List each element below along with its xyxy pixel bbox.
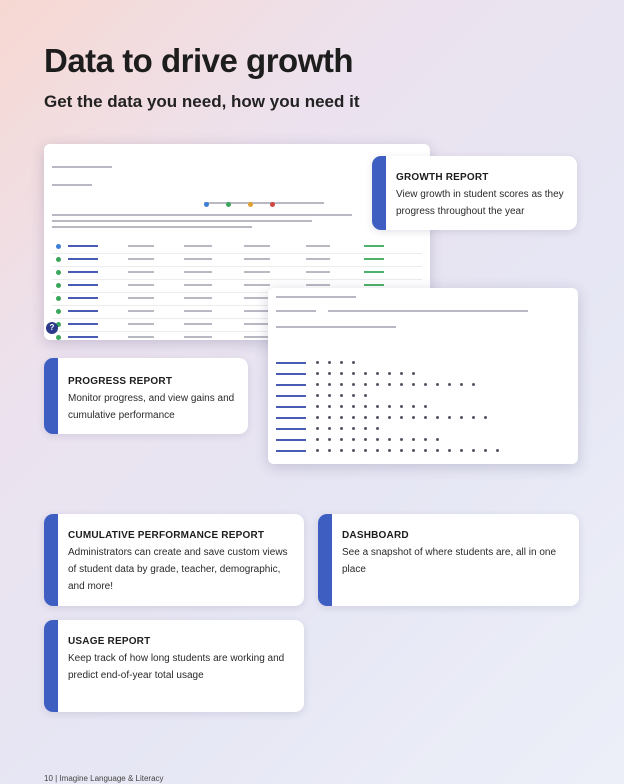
lesson-mark: [412, 372, 415, 375]
lesson-mark: [352, 383, 355, 386]
cell-value: [244, 284, 270, 286]
lesson-mark: [316, 394, 319, 397]
lesson-mark: [388, 416, 391, 419]
lesson-mark: [388, 438, 391, 441]
card-accent-bar: [44, 620, 58, 712]
lesson-mark: [472, 449, 475, 452]
cell-value: [68, 336, 98, 338]
footer-separator: |: [55, 774, 58, 783]
lesson-mark: [400, 416, 403, 419]
lesson-mark: [400, 383, 403, 386]
card-description: Monitor progress, and view gains and cumulative performance: [68, 393, 235, 421]
report-tabs: [52, 150, 68, 151]
student-name: [276, 373, 306, 375]
lesson-mark: [376, 383, 379, 386]
cell-value: [68, 323, 98, 325]
placeholder-text: [52, 166, 112, 168]
table-row: [52, 240, 422, 254]
placeholder-text: [52, 184, 92, 186]
cell-value: [128, 310, 154, 312]
placeholder-text: [276, 310, 316, 312]
progress-report-screenshot: [268, 288, 578, 464]
cell-value: [184, 258, 212, 260]
cell-value: [244, 245, 270, 247]
lesson-mark: [352, 416, 355, 419]
placeholder-text: [52, 226, 252, 228]
lesson-mark: [352, 394, 355, 397]
help-icon[interactable]: ?: [46, 322, 58, 334]
cell-value: [244, 297, 270, 299]
cell-value: [128, 245, 154, 247]
lesson-mark: [340, 449, 343, 452]
page-subtitle: Get the data you need, how you need it: [44, 92, 360, 111]
card-title: CUMULATIVE PERFORMANCE REPORT: [68, 530, 265, 541]
legend-dot: [226, 202, 231, 207]
cell-value: [128, 284, 154, 286]
student-name: [276, 417, 306, 419]
status-dot: [56, 257, 61, 262]
lesson-mark: [412, 405, 415, 408]
lesson-mark: [400, 405, 403, 408]
lesson-mark: [328, 449, 331, 452]
lesson-mark: [364, 372, 367, 375]
progress-report-card: [44, 358, 248, 434]
legend-dot: [248, 202, 253, 207]
cell-value: [128, 336, 154, 338]
student-name: [276, 406, 306, 408]
page-number: 10: [44, 774, 53, 783]
cell-value: [128, 297, 154, 299]
student-name: [276, 362, 306, 364]
cell-value: [364, 271, 384, 273]
lesson-mark: [352, 405, 355, 408]
lesson-mark: [448, 449, 451, 452]
lesson-mark: [424, 416, 427, 419]
lesson-mark: [424, 449, 427, 452]
status-dot: [56, 283, 61, 288]
lesson-mark: [328, 394, 331, 397]
lesson-mark: [364, 405, 367, 408]
cell-value: [184, 284, 212, 286]
card-title: PROGRESS REPORT: [68, 376, 173, 387]
lesson-mark: [340, 416, 343, 419]
cell-value: [364, 258, 384, 260]
cell-value: [184, 271, 212, 273]
page-footer: [44, 774, 164, 783]
card-description: Administrators can create and save custom views of student data by grade, teacher, demographic, and more!: [68, 547, 288, 592]
lesson-mark: [364, 438, 367, 441]
lesson-mark: [328, 383, 331, 386]
student-name: [276, 439, 306, 441]
lesson-mark: [376, 438, 379, 441]
cell-value: [68, 245, 98, 247]
lesson-mark: [484, 449, 487, 452]
lesson-mark: [376, 427, 379, 430]
lesson-mark: [316, 372, 319, 375]
cell-value: [68, 284, 98, 286]
usage-report-card: [44, 620, 304, 712]
lesson-mark: [412, 438, 415, 441]
lesson-mark: [328, 416, 331, 419]
placeholder-text: [52, 214, 352, 216]
card-description: See a snapshot of where students are, all in one place: [342, 547, 557, 575]
lesson-mark: [352, 438, 355, 441]
placeholder-text: [328, 310, 528, 312]
growth-report-card: [372, 156, 577, 230]
cell-value: [128, 271, 154, 273]
card-accent-bar: [318, 514, 332, 606]
card-description: View growth in student scores as they progress throughout the year: [396, 189, 564, 217]
lesson-mark: [388, 372, 391, 375]
cell-value: [306, 258, 330, 260]
cell-value: [68, 271, 98, 273]
cell-value: [244, 271, 270, 273]
cell-value: [306, 271, 330, 273]
status-dot: [56, 309, 61, 314]
card-title: DASHBOARD: [342, 530, 409, 541]
card-accent-bar: [372, 156, 386, 230]
lesson-mark: [316, 405, 319, 408]
lesson-mark: [376, 449, 379, 452]
lesson-mark: [364, 394, 367, 397]
placeholder-text: [276, 326, 396, 328]
cell-value: [244, 310, 270, 312]
lesson-mark: [316, 449, 319, 452]
lesson-mark: [340, 405, 343, 408]
dashboard-card: [318, 514, 579, 606]
footer-text: Imagine Language & Literacy: [59, 774, 164, 783]
placeholder-text: [52, 220, 312, 222]
lesson-mark: [496, 449, 499, 452]
lesson-mark: [316, 427, 319, 430]
lesson-mark: [352, 449, 355, 452]
cell-value: [306, 245, 330, 247]
lesson-mark: [340, 427, 343, 430]
lesson-mark: [352, 372, 355, 375]
card-title: USAGE REPORT: [68, 636, 151, 647]
lesson-mark: [400, 372, 403, 375]
student-name: [276, 450, 306, 452]
lesson-mark: [364, 383, 367, 386]
lesson-mark: [460, 449, 463, 452]
lesson-mark: [316, 416, 319, 419]
lesson-mark: [340, 394, 343, 397]
lesson-mark: [328, 361, 331, 364]
lesson-mark: [412, 416, 415, 419]
lesson-mark: [376, 372, 379, 375]
page-title: Data to drive growth: [44, 42, 354, 79]
lesson-mark: [364, 427, 367, 430]
lesson-mark: [400, 438, 403, 441]
cell-value: [244, 258, 270, 260]
legend-dot: [270, 202, 275, 207]
status-dot: [56, 244, 61, 249]
lesson-mark: [436, 383, 439, 386]
lesson-mark: [472, 416, 475, 419]
student-name: [276, 384, 306, 386]
lesson-mark: [424, 438, 427, 441]
lesson-mark: [388, 449, 391, 452]
cell-value: [306, 284, 330, 286]
status-dot: [56, 296, 61, 301]
lesson-mark: [400, 449, 403, 452]
lesson-mark: [316, 438, 319, 441]
lesson-mark: [424, 383, 427, 386]
lesson-mark: [376, 416, 379, 419]
card-description: Keep track of how long students are working and predict end-of-year total usage: [68, 653, 285, 681]
student-name: [276, 395, 306, 397]
legend-dot: [204, 202, 209, 207]
cumulative-report-card: [44, 514, 304, 606]
lesson-mark: [328, 372, 331, 375]
cell-value: [184, 297, 212, 299]
card-title: GROWTH REPORT: [396, 172, 489, 183]
cell-value: [184, 336, 212, 338]
lesson-mark: [436, 449, 439, 452]
cell-value: [364, 284, 384, 286]
cell-value: [128, 258, 154, 260]
lesson-mark: [316, 383, 319, 386]
lesson-mark: [460, 383, 463, 386]
lesson-mark: [364, 449, 367, 452]
lesson-mark: [352, 427, 355, 430]
card-accent-bar: [44, 514, 58, 606]
lesson-mark: [388, 383, 391, 386]
cell-value: [244, 323, 270, 325]
card-accent-bar: [44, 358, 58, 434]
lesson-mark: [376, 405, 379, 408]
lesson-mark: [340, 438, 343, 441]
lesson-mark: [352, 361, 355, 364]
lesson-mark: [328, 427, 331, 430]
lesson-mark: [472, 383, 475, 386]
cell-value: [184, 323, 212, 325]
lesson-mark: [436, 438, 439, 441]
lesson-mark: [412, 449, 415, 452]
cell-value: [68, 297, 98, 299]
lesson-mark: [328, 405, 331, 408]
lesson-mark: [484, 416, 487, 419]
student-name: [276, 428, 306, 430]
lesson-mark: [364, 416, 367, 419]
lesson-mark: [340, 372, 343, 375]
status-dot: [56, 335, 61, 340]
lesson-mark: [448, 416, 451, 419]
cell-value: [184, 245, 212, 247]
lesson-mark: [460, 416, 463, 419]
cell-value: [128, 323, 154, 325]
lesson-mark: [328, 438, 331, 441]
placeholder-text: [276, 296, 356, 298]
cell-value: [244, 336, 270, 338]
lesson-mark: [436, 416, 439, 419]
lesson-mark: [316, 361, 319, 364]
placeholder-text: [204, 202, 324, 204]
lesson-mark: [340, 361, 343, 364]
lesson-mark: [388, 405, 391, 408]
lesson-mark: [424, 405, 427, 408]
status-dot: [56, 270, 61, 275]
cell-value: [364, 245, 384, 247]
table-row: [52, 253, 422, 267]
cell-value: [68, 258, 98, 260]
lesson-mark: [340, 383, 343, 386]
lesson-mark: [448, 383, 451, 386]
cell-value: [68, 310, 98, 312]
cell-value: [184, 310, 212, 312]
lesson-mark: [412, 383, 415, 386]
table-row: [52, 266, 422, 280]
